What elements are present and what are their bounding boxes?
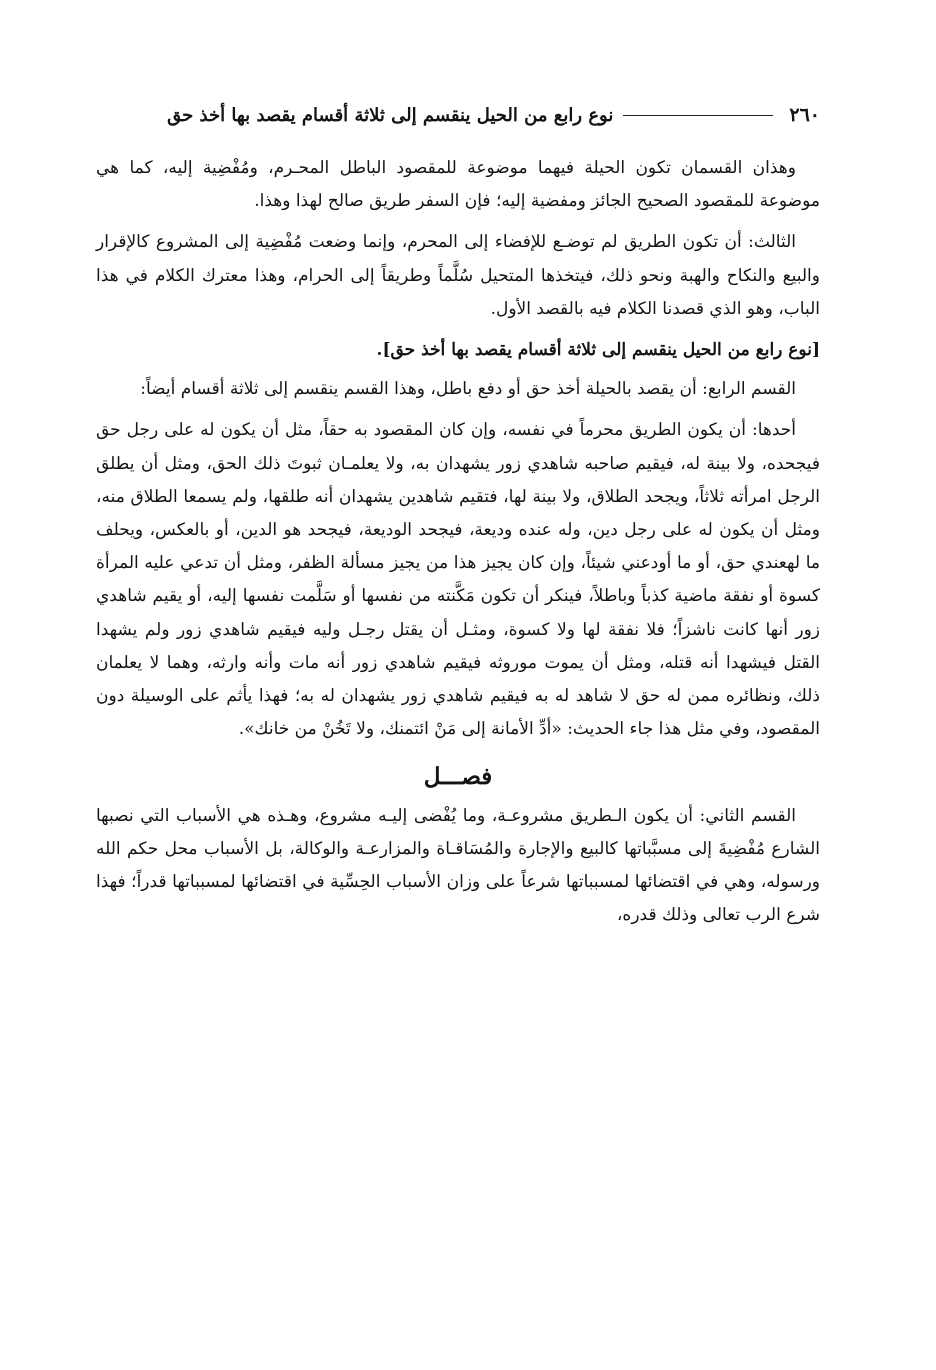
paragraph: القسم الرابع: أن يقصد بالحيلة أخذ حق أو دفع باطل، وهذا القسم ينقسم إلى ثلاثة أقسام أيضاً: [140,379,796,400]
fasl-heading: فصـــل [423,763,493,791]
running-head [96,98,820,132]
paragraph: وهذان القسمان تكون الحيلة فيهما موضوعة للمقصود الباطل المحـرم، ومُفْضِية إليه، كما هي موضوعة للمقصود الصحيح الجائز ومفضية إليه؛ فإن السفر طريق صالح لهذا وهذا. [96,158,820,212]
body-text [96,152,820,940]
paragraph: القسم الثاني: أن يكون الـطريق مشروعـة، وما يُفْضى إليـه مشروع، وهـذه هي الأسباب التي نصبها الشارع مُفْضِيةَ إلى مسبَّباتها كالبيع والإجارة والمُسَاقـاة والمزارعـة والوكالة، بل الأسباب محل حكم الله ورسوله، وهي في اقتضائها لمسبباتها شرعاً على وزان الأسباب الحِسِّية في اقتضائها لمسبباتها قدراً؛ فهذا شرع الرب تعالى وذلك قدره، [96,805,820,926]
running-title: نوع رابع من الحيل ينقسم إلى ثلاثة أقسام يقصد بها أخذ حق [167,104,614,126]
header-rule [623,115,773,116]
section-heading: [نوع رابع من الحيل ينقسم إلى ثلاثة أقسام يقصد بها أخذ حق]. [376,340,820,361]
paragraph: الثالث: أن تكون الطريق لم توضـع للإفضاء إلى المحرم، وإنما وضعت مُفْضِية إلى المشروع كالإقرار والبيع والنكاح والهبة ونحو ذلك، فيتخذها المتحيل سُلَّماً وطريقاً إلى الحرام، وهذا معترك الكلام في هذا الباب، وهو الذي قصدنا الكلام فيه بالقصد الأول. [96,232,820,319]
page-number: ٢٦٠ [789,104,820,126]
paragraph: أحدها: أن يكون الطريق محرماً في نفسه، وإن كان المقصود به حقاً، مثل أن يكون له على رجل حق فيجحده، ولا بينة له، فيقيم صاحبه شاهدي زور يشهدان به، ولا يعلمـان ثبوتَ ذلك الحق، ومثل أن يطلق الرجل امرأته ثلاثاً، ويجحد الطلاق، ولا بينة لها، فتقيم شاهدين يشهدان أنه طلقها، ولم يسمعا الطلاق منه، ومثل أن يكون له على رجل دين، وله عنده وديعة، فيجحد الوديعة، فيجحد هو الدين، أو بالعكس، ويحلف ما لهعندي حق، أو ما أودعني شيئاً، وإن كان يجيز هذا من يجيز مسألة الظفر، ومثل أن تدعي عليه المرأة كسوة أو نفقة ماضية كذباً وباطلاً، فينكر أن تكون مَكَّنته من نفسها أو سَلَّمت نفسها إليه، أو يقيم شاهدي زور أنها كانت ناشزاً؛ فلا نفقة لها ولا كسوة، ومثـل أن يقتل رجـل وليه فيقيم شاهدي زور ولم يشهدا القتل فيشهدا أنه قتله، ومثل أن يموت موروثه فيقيم شاهدي زور أنه مات وأنه وارثه، وهما لا يعلمان ذلك، ونظائره ممن له حق لا شاهد له به فيقيم شاهدي زور يشهدان له به؛ فهذا يأثم على الوسيلة دون المقصود، وفي مثل هذا جاء الحديث: «أدِّ الأمانة إلى مَنْ ائتمنك، ولا تَخُنْ من خانك». [96,420,821,740]
